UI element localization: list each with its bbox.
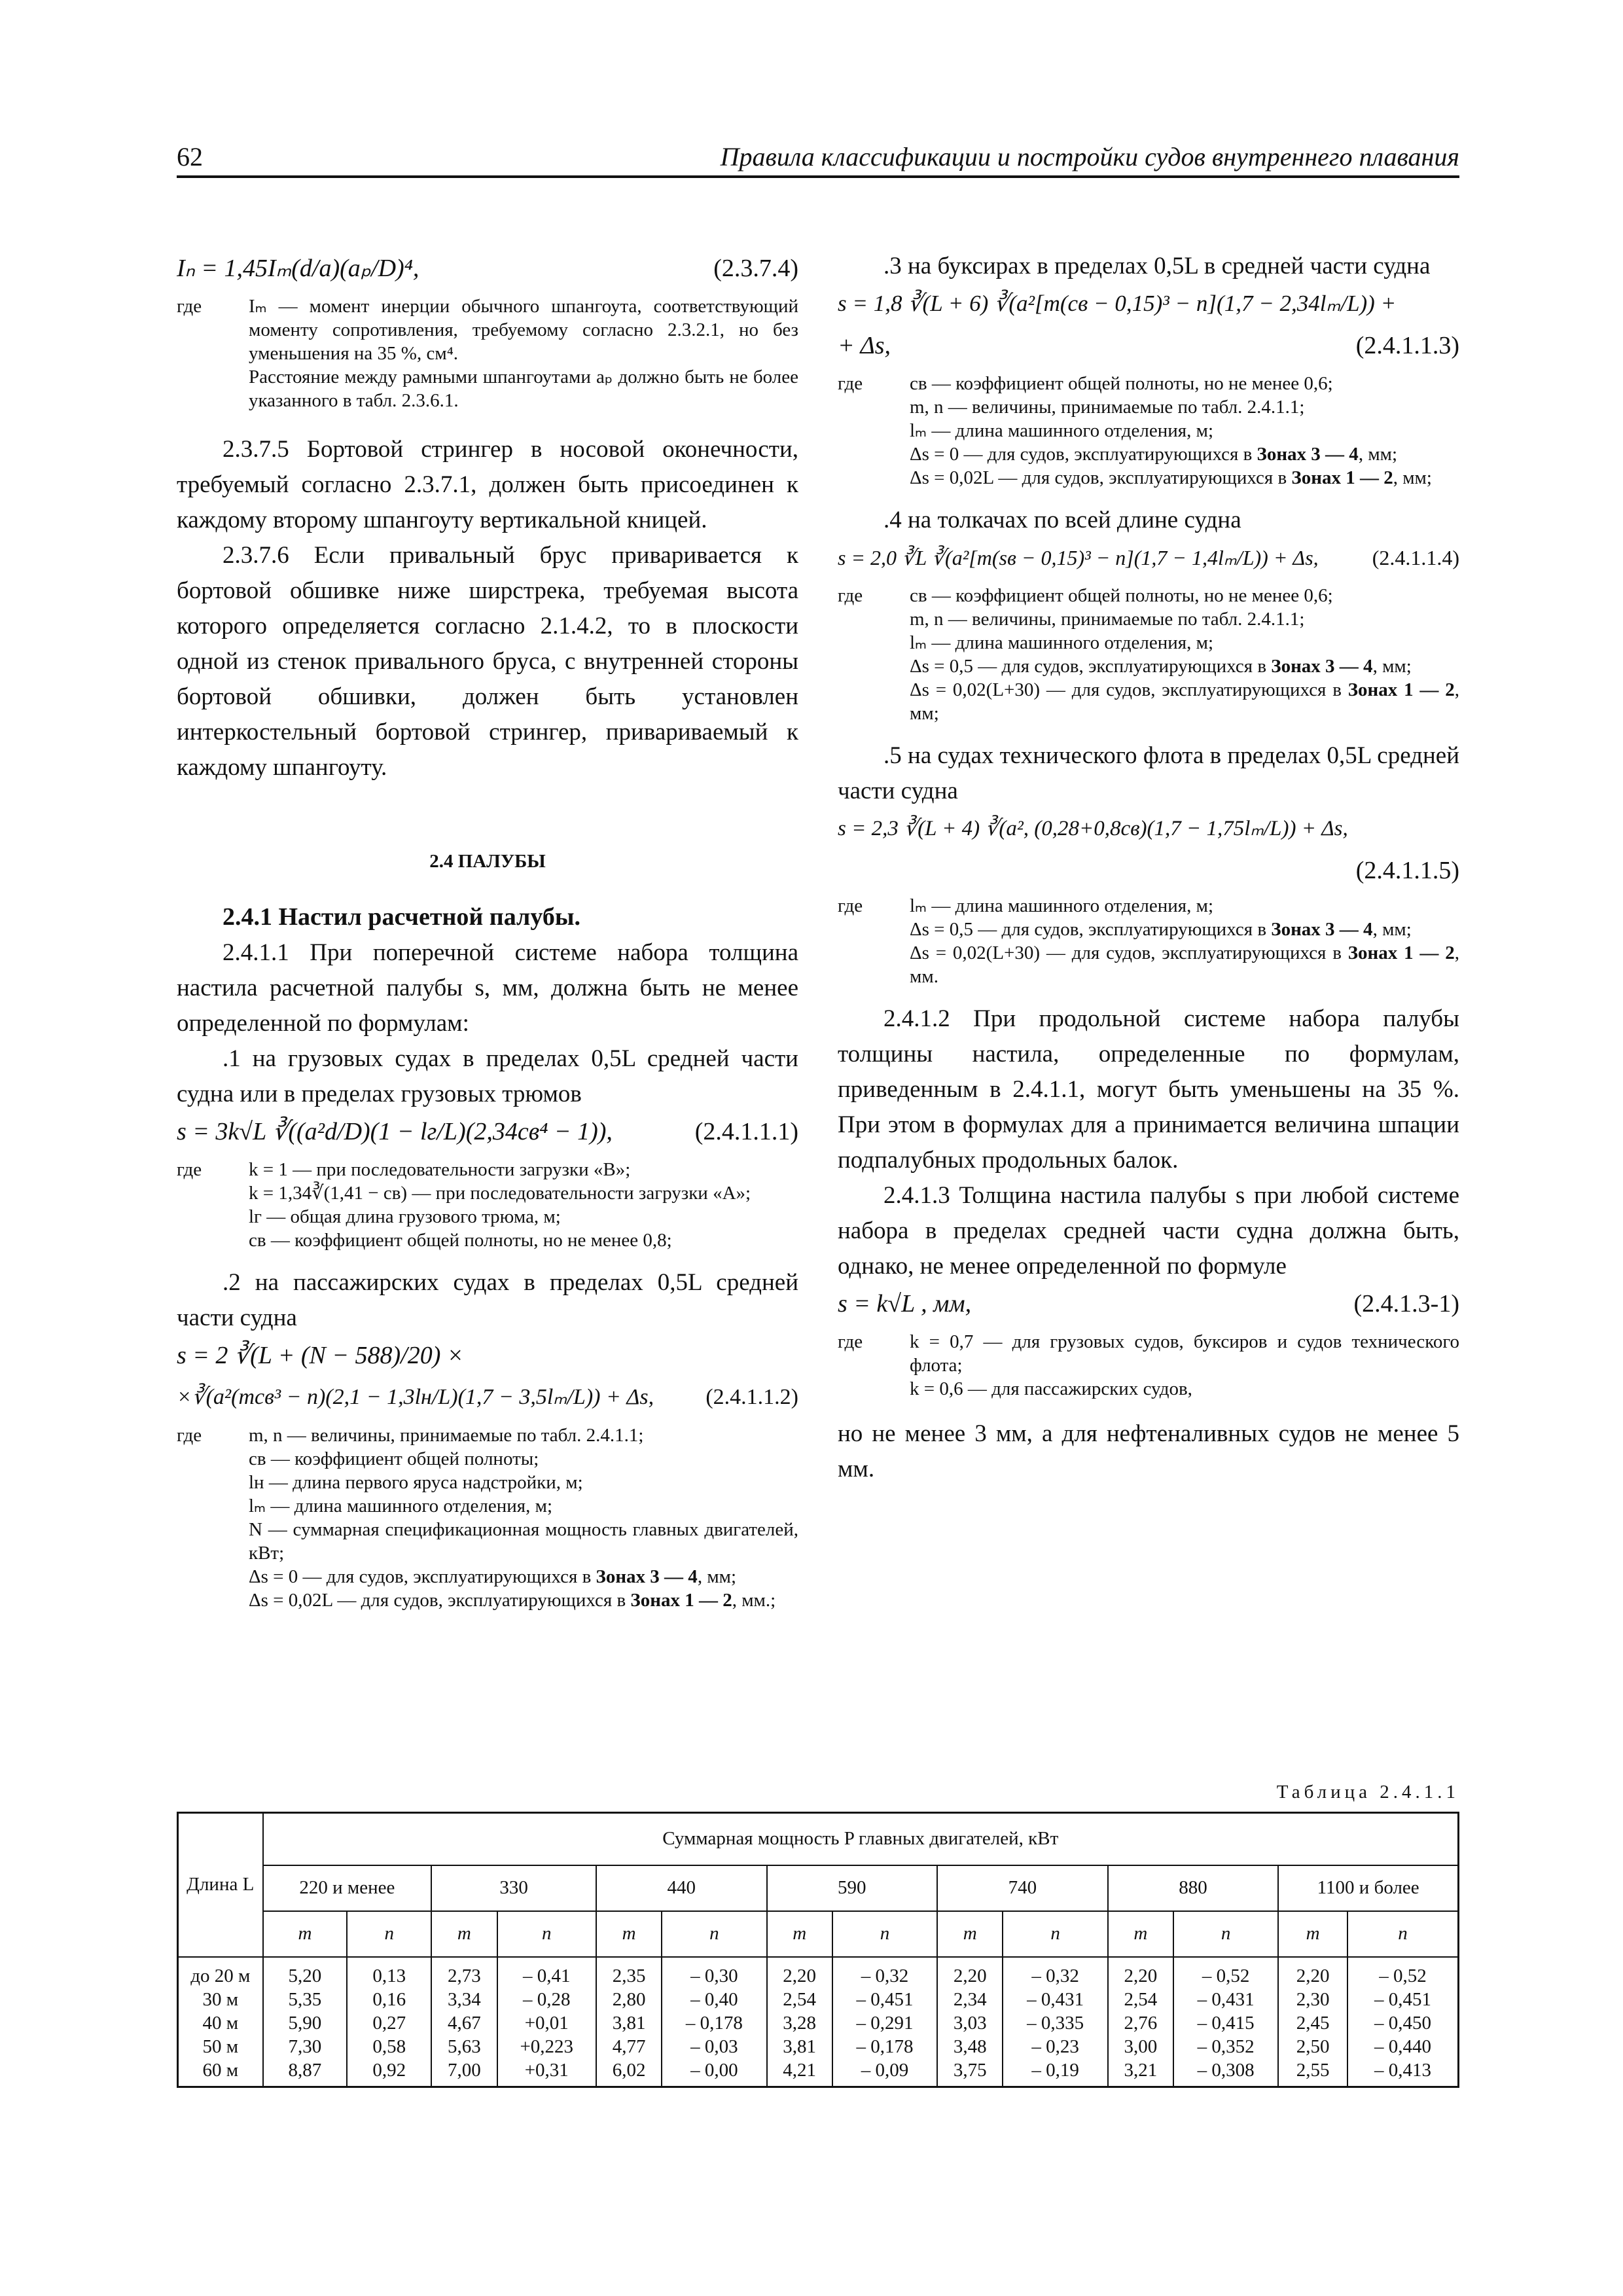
- formula-2-4-1-1-3-line1: s = 1,8 ∛(L + 6) ∛(a²[m(cв − 0,15)³ − n](1,7 − 2,34lₘ/L)) +: [838, 291, 1397, 316]
- where-block: где lₘ — длина машинного отделения, м; Δs = 0,5 — для судов, эксплуатирующихся в Зонах 3 — 4, мм; Δs = 0,02(L+30) — для судов, эксплуатирующихся в Зонах 1 — 2, мм.: [838, 895, 1459, 987]
- header-power-value: 590: [767, 1865, 938, 1911]
- formula-2-4-1-1-3-line2: + Δs, (2.4.1.1.3): [838, 326, 1459, 368]
- formula-number: (2.3.7.4): [713, 255, 798, 282]
- where-block: где cв — коэффициент общей полноты, но не менее 0,6; m, n — величины, принимаемые по табл. 2.4.1.1; lₘ — длина машинного отделения, м; Δs = 0 — для судов, эксплуатирующихся в Зонах 3 — 4, мм; Δs = 0,02L — для судов, эксплуатирующихся в Зонах 1 — 2, мм;: [838, 373, 1432, 488]
- table-row: 40 м 5,90 0,27 4,67 +0,01 3,81 – 0,178 3,28 – 0,291 3,03 – 0,335 2,76 – 0,415 2,45 – 0,450: [178, 2011, 1459, 2035]
- header-power-value: 880: [1108, 1865, 1279, 1911]
- paragraph-item-4: .4 на толкачах по всей длине судна: [883, 507, 1241, 533]
- table-row: до 20 м 5,20 0,13 2,73 – 0,41 2,35 – 0,30 2,20 – 0,32 2,20 – 0,32 2,20 – 0,52 2,20 – 0,52: [178, 1957, 1459, 1988]
- formula-number: (2.4.1.3-1): [1353, 1290, 1459, 1318]
- data-table: [177, 1812, 1459, 2088]
- table-caption: Таблица 2.4.1.1: [1276, 1782, 1459, 1803]
- header-power-value: 330: [431, 1865, 596, 1911]
- header-power-value: 220 и менее: [263, 1865, 432, 1911]
- table-header-row: [178, 1865, 1459, 1911]
- paragraph-2-3-7-6: 2.3.7.6 Если привальный брус приваривается к бортовой обшивке ниже ширстрека, требуемая высота которого определяется согласно 2.1.4.2, то в плоскости одной из стенок привального бруса, с внутренней стороны бортовой обшивки, должен быть установлен интеркостельный бортовой стрингер, привариваемый к каждому шпангоуту.: [177, 542, 798, 781]
- table-row: 50 м 7,30 0,58 5,63 +0,223 4,77 – 0,03 3,81 – 0,178 3,48 – 0,23 3,00 – 0,352 2,50 – 0,440: [178, 2035, 1459, 2058]
- formula-number: (2.4.1.1.1): [694, 1118, 798, 1145]
- formula-number: (2.4.1.1.4): [1372, 546, 1459, 569]
- paragraph-item-1: .1 на грузовых судах в пределах 0,5L средней части судна или в пределах грузовых трюмов: [177, 1045, 798, 1107]
- left-column: [177, 249, 798, 1625]
- page-header: [177, 141, 1459, 178]
- formula-2-4-1-3-1: s = k√L , мм, (2.4.1.3-1): [838, 1284, 1459, 1326]
- header-power: Суммарная мощность P главных двигателей, кВт: [263, 1813, 1459, 1865]
- table-header-row: [178, 1813, 1459, 1865]
- formula-number: (2.4.1.1.2): [705, 1385, 798, 1409]
- paragraph-2-4-1-2: 2.4.1.2 При продольной системе набора палубы толщины настила, определенные по формулам, приведенным в 2.4.1.1, могут быть уменьшены на 35 %. При этом в формулах для a принимается величина шпации подпалубных продольных балок.: [838, 1005, 1459, 1174]
- where-block: где k = 1 — при последовательности загрузки «В»; k = 1,34∛(1,41 − cв) — при последовательности загрузки «А»; lг — общая длина грузового трюма, м; cв — коэффициент общей полноты, но не менее 0,8;: [177, 1159, 751, 1251]
- formula-2-4-1-1-4: s = 2,0 ∛L ∛(a²[m(sв − 0,15)³ − n](1,7 − 1,4lₘ/L)) + Δs, (2.4.1.1.4): [838, 538, 1459, 580]
- formula-2-3-7-4: Iₙ = 1,45Iₘ(d/a)(aₚ/D)⁴, (2.3.7.4): [177, 249, 798, 291]
- subsection-heading: 2.4.1 Настил расчетной палубы.: [223, 903, 581, 931]
- paragraph-2-3-7-5: 2.3.7.5 Бортовой стрингер в носовой оконечности, требуемый согласно 2.3.7.1, должен быть присоединен к каждому второму шпангоуту вертикальной кницей.: [177, 436, 798, 533]
- paragraph-item-3: .3 на буксирах в пределах 0,5L в средней части судна: [883, 253, 1431, 279]
- header-power-value: 440: [596, 1865, 767, 1911]
- paragraph-closing: но не менее 3 мм, а для нефтеналивных судов не менее 5 мм.: [838, 1420, 1459, 1482]
- formula-number: (2.4.1.1.5): [1355, 857, 1459, 884]
- table-row: 60 м 8,87 0,92 7,00 +0,31 6,02 – 0,00 4,21 – 0,09 3,75 – 0,19 3,21 – 0,308 2,55 – 0,413: [178, 2058, 1459, 2087]
- table-row: 30 м 5,35 0,16 3,34 – 0,28 2,80 – 0,40 2,54 – 0,451 2,34 – 0,431 2,54 – 0,431 2,30 – 0,451: [178, 1988, 1459, 2011]
- table-header-row: m n m n m n m n m n m n m n: [178, 1911, 1459, 1957]
- where-block: где k = 0,7 — для грузовых судов, буксиров и судов технического флота; k = 0,6 — для пассажирских судов,: [838, 1331, 1459, 1399]
- where-block: где cв — коэффициент общей полноты, но не менее 0,6; m, n — величины, принимаемые по табл. 2.4.1.1; lₘ — длина машинного отделения, м; Δs = 0,5 — для судов, эксплуатирующихся в Зонах 3 — 4, мм; Δs = 0,02(L+30) — для судов, эксплуатирующихся в Зонах 1 — 2, мм;: [838, 585, 1459, 724]
- formula-2-4-1-1-2-line2: ×∛(a²(mcв³ − n)(2,1 − 1,3lн/L)(1,7 − 3,5lₘ/L)) + Δs, (2.4.1.1.2): [177, 1378, 798, 1420]
- right-column: [838, 249, 1459, 1487]
- paragraph-2-4-1-3: 2.4.1.3 Толщина настила палубы s при любой системе набора в пределах средней части судна должна быть, однако, не менее определенной по формуле: [838, 1182, 1459, 1280]
- formula-number: (2.4.1.1.3): [1355, 332, 1459, 359]
- paragraph-item-5: .5 на судах технического флота в пределах 0,5L средней части судна: [838, 742, 1459, 804]
- header-power-value: 1100 и более: [1278, 1865, 1458, 1911]
- header-power-value: 740: [937, 1865, 1108, 1911]
- header-length: Длина L: [178, 1813, 263, 1957]
- where-block: где m, n — величины, принимаемые по табл. 2.4.1.1; cв — коэффициент общей полноты; lн — длина первого яруса надстройки, м; lₘ — длина машинного отделения, м; N — суммарная спецификационная мощность главных двигателей, кВт; Δs = 0 — для судов, эксплуатирующихся в Зонах 3 — 4, мм; Δs = 0,02L — для судов, эксплуатирующихся в Зонах 1 — 2, мм.;: [177, 1425, 798, 1611]
- page-number: 62: [177, 142, 203, 171]
- running-title: Правила классификации и постройки судов внутреннего плавания: [720, 142, 1459, 171]
- formula-2-4-1-1-1: s = 3k√L ∛((a²d/D)(1 − lг/L)(2,34cв⁴ − 1)), (2.4.1.1.1): [177, 1112, 798, 1154]
- section-heading: 2.4 ПАЛУБЫ: [429, 851, 546, 872]
- paragraph-item-2: .2 на пассажирских судах в пределах 0,5L средней части судна: [177, 1269, 798, 1331]
- where-block: где Iₘ — момент инерции обычного шпангоута, соответствующий моменту сопротивления, требуемому согласно 2.3.2.1, но без уменьшения на 35 %, см⁴. Расстояние между рамными шпангоутами aₚ должно быть не более указанного в табл. 2.3.6.1.: [177, 296, 798, 411]
- formula-2-4-1-1-2-line1: s = 2 ∛(L + (N − 588)/20) ×: [177, 1342, 464, 1369]
- paragraph-2-4-1-1: 2.4.1.1 При поперечной системе набора толщина настила расчетной палубы s, мм, должна быть не менее определенной по формулам:: [177, 939, 798, 1037]
- formula-2-4-1-1-5: s = 2,3 ∛(L + 4) ∛(a², (0,28+0,8cв)(1,7 − 1,75lₘ/L)) + Δs,: [838, 817, 1348, 840]
